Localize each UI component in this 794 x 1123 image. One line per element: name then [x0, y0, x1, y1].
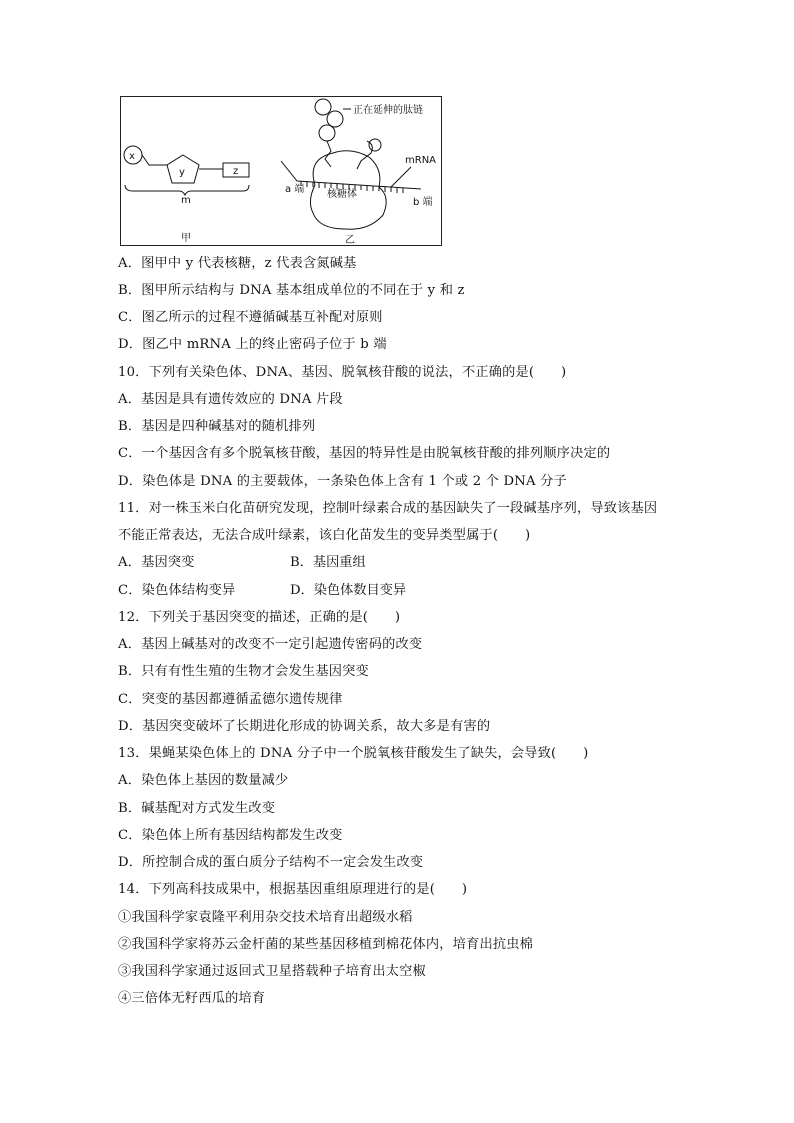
label-y: y	[179, 167, 185, 178]
q13-option-b: B．碱基配对方式发生改变	[118, 801, 276, 816]
q12-option-c: C．突变的基因都遵循孟德尔遗传规律	[118, 692, 343, 707]
q10-option-a: A．基因是具有遗传效应的 DNA 片段	[118, 392, 343, 407]
q14-item-4: ④三倍体无籽西瓜的培育	[118, 991, 266, 1006]
q12-stem: 12．下列关于基因突变的描述，正确的是( )	[118, 610, 401, 625]
aa-right	[369, 139, 381, 151]
figure-svg	[121, 97, 443, 247]
q13-option-d: D．所控制合成的蛋白质分子结构不一定会发生改变	[118, 855, 424, 870]
label-m: m	[181, 195, 191, 206]
peptide-bead-3	[319, 125, 335, 141]
q10-option-d: D．染色体是 DNA 的主要载体，一条染色体上含有 1 个或 2 个 DNA 分子	[118, 474, 567, 489]
label-jia: 甲	[181, 233, 191, 244]
label-mrna: mRNA	[405, 155, 437, 166]
label-ribosome: 核糖体	[327, 189, 357, 200]
q11-option-a: A．基因突变	[118, 555, 195, 570]
q11-option-c: C．染色体结构变异	[118, 583, 236, 598]
label-yi: 乙	[345, 235, 355, 246]
label-peptide: 正在延伸的肽链	[353, 105, 423, 116]
mrna-pointer	[391, 167, 411, 187]
q14-item-3: ③我国科学家通过返回式卫星搭载种子培育出太空椒	[118, 964, 426, 979]
label-z: z	[233, 166, 239, 177]
q10-stem: 10．下列有关染色体、DNA、基因、脱氧核苷酸的说法，不正确的是( )	[118, 365, 567, 380]
brace-m	[125, 185, 249, 195]
q10-option-b: B．基因是四种碱基对的随机排列	[118, 419, 316, 434]
q13-stem: 13．果蝇某染色体上的 DNA 分子中一个脱氧核苷酸发生了缺失，会导致( )	[118, 746, 589, 761]
q12-option-d: D．基因突变破坏了长期进化形成的协调关系，故大多是有害的	[118, 719, 491, 734]
q10-option-c: C．一个基因含有多个脱氧核苷酸，基因的特异性是由脱氧核苷酸的排列顺序决定的	[118, 446, 611, 461]
q12-option-a: A．基因上碱基对的改变不一定引起遗传密码的改变	[118, 637, 423, 652]
q9-option-d: D．图乙中 mRNA 上的终止密码子位于 b 端	[118, 337, 387, 352]
q14-stem: 14．下列高科技成果中，根据基因重组原理进行的是( )	[118, 882, 468, 897]
q11-option-b: B．基因重组	[290, 555, 366, 570]
q12-option-b: B．只有有性生殖的生物才会发生基因突变	[118, 664, 369, 679]
label-b-end: b 端	[413, 197, 433, 208]
peptide-bead-1	[315, 99, 331, 115]
q9-option-c: C．图乙所示的过程不遵循碱基互补配对原则	[118, 310, 383, 325]
q11-option-d: D．染色体数目变异	[290, 583, 407, 598]
q9-option-a: A．图甲中 y 代表核糖，z 代表含氮碱基	[118, 256, 357, 271]
q11-stem-line2: 不能正常表达，无法合成叶绿素，该白化苗发生的变异类型属于( )	[118, 528, 531, 543]
q14-item-2: ②我国科学家将苏云金杆菌的某些基因移植到棉花体内，培育出抗虫棉	[118, 937, 534, 952]
figure-jia-yi	[120, 96, 442, 246]
q11-stem-line1: 11．对一株玉米白化苗研究发现，控制叶绿素合成的基因缺失了一段碱基序列，导致该基因	[118, 501, 658, 516]
q13-option-a: A．染色体上基因的数量减少	[118, 773, 289, 788]
bond-x-y	[142, 155, 167, 165]
label-x: x	[129, 151, 135, 162]
q14-item-1: ①我国科学家袁隆平利用杂交技术培育出超级水稻	[118, 910, 413, 925]
peptide-bead-2	[327, 111, 343, 127]
q13-option-c: C．染色体上所有基因结构都发生改变	[118, 828, 343, 843]
q9-option-b: B．图甲所示结构与 DNA 基本组成单位的不同在于 y 和 z	[118, 283, 465, 298]
label-a-end: a 端	[285, 184, 305, 195]
